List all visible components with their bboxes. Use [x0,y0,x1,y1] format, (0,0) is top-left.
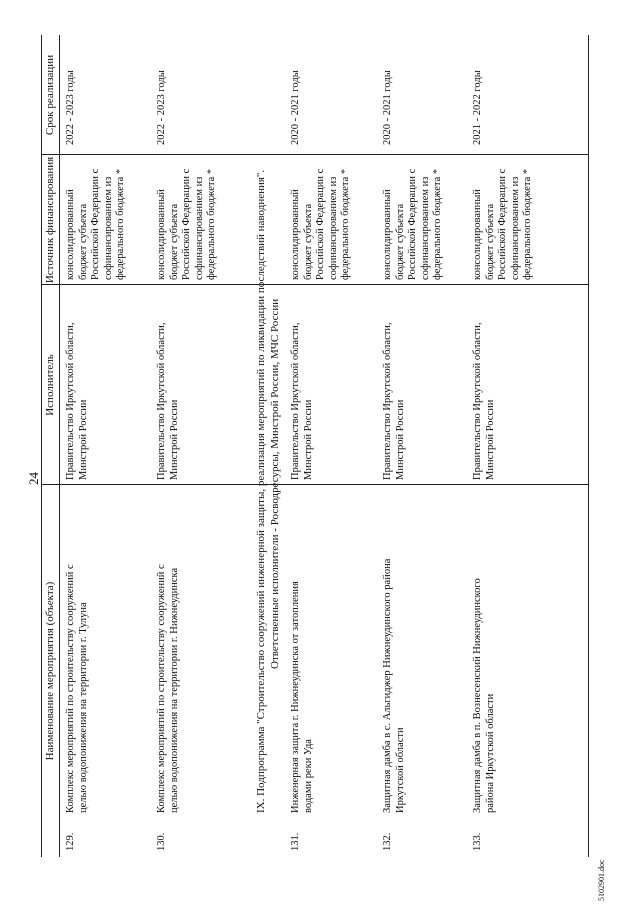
header-name: Наименование мероприятия (объекта) [44,581,56,761]
row-name: Защитная дамба в п. Вознесенский Нижнеудинского района Иркутской области [472,578,496,813]
row-name: Комплекс мероприятий по строительству сооружений с целью водопонижения на территории г. Нижнеудинска [156,564,180,813]
row-funding: консолидированный бюджет субъекта Российской Федерации с софинансированием из федерального бюджета * [156,168,217,280]
footer-file-name: 5102901.doc [597,859,606,901]
row-executor: Правительство Иркутской области, Минстрой России [290,322,314,480]
section-title: IX. Подпрограмма "Строительство сооружений инженерной защиты, реализация мероприятий по ликвидации последствий наводнения". [255,169,267,813]
row-number: 132. [382,832,393,851]
row-funding: консолидированный бюджет субъекта Российской Федерации с софинансированием из федерального бюджета * [472,168,533,280]
row-term: 2020 - 2021 годы [382,70,393,145]
row-name: Комплекс мероприятий по строительству сооружений с целью водопонижения на территории г. Тулуна [65,564,89,813]
row-funding: консолидированный бюджет субъекта Российской Федерации с софинансированием из федерального бюджета * [290,168,351,280]
header-executor: Исполнитель [44,354,56,416]
row-term: 2022 - 2023 годы [156,70,167,145]
row-funding: консолидированный бюджет субъекта Российской Федерации с софинансированием из федерального бюджета * [382,168,443,280]
row-number: 133. [472,832,483,851]
row-name: Инженерная защита г. Нижнеудинска от затопления водами реки Уда [290,581,314,813]
row-term: 2022 - 2023 годы [65,70,76,145]
page-number: 24 [26,472,41,485]
row-term: 2020 - 2021 годы [290,70,301,145]
section-responsible: Ответственные исполнители - Росводресурсы, Минстрой России, МЧС России [269,298,281,669]
column-divider-3 [41,154,588,155]
header-term: Срок реализации [44,54,56,136]
column-divider-2 [41,284,588,285]
header-bottom-border [59,35,60,857]
header-funding: Источник финансирования [44,156,56,284]
row-term: 2021 - 2022 годы [472,70,483,145]
row-number: 129. [65,832,76,851]
row-number: 131. [290,832,301,851]
row-number: 130. [156,832,167,851]
table-bottom-border [588,35,589,857]
row-executor: Правительство Иркутской области, Минстрой России [472,322,496,480]
row-executor: Правительство Иркутской области, Минстрой России [156,322,180,480]
row-executor: Правительство Иркутской области, Минстрой России [65,322,89,480]
row-executor: Правительство Иркутской области, Минстрой России [382,322,406,480]
row-name: Защитная дамба в с. Альгиджер Нижнеудинского района Иркутской области [382,558,406,813]
row-funding: консолидированный бюджет субъекта Российской Федерации с софинансированием из федерального бюджета * [65,168,126,280]
column-divider-1 [41,484,588,485]
